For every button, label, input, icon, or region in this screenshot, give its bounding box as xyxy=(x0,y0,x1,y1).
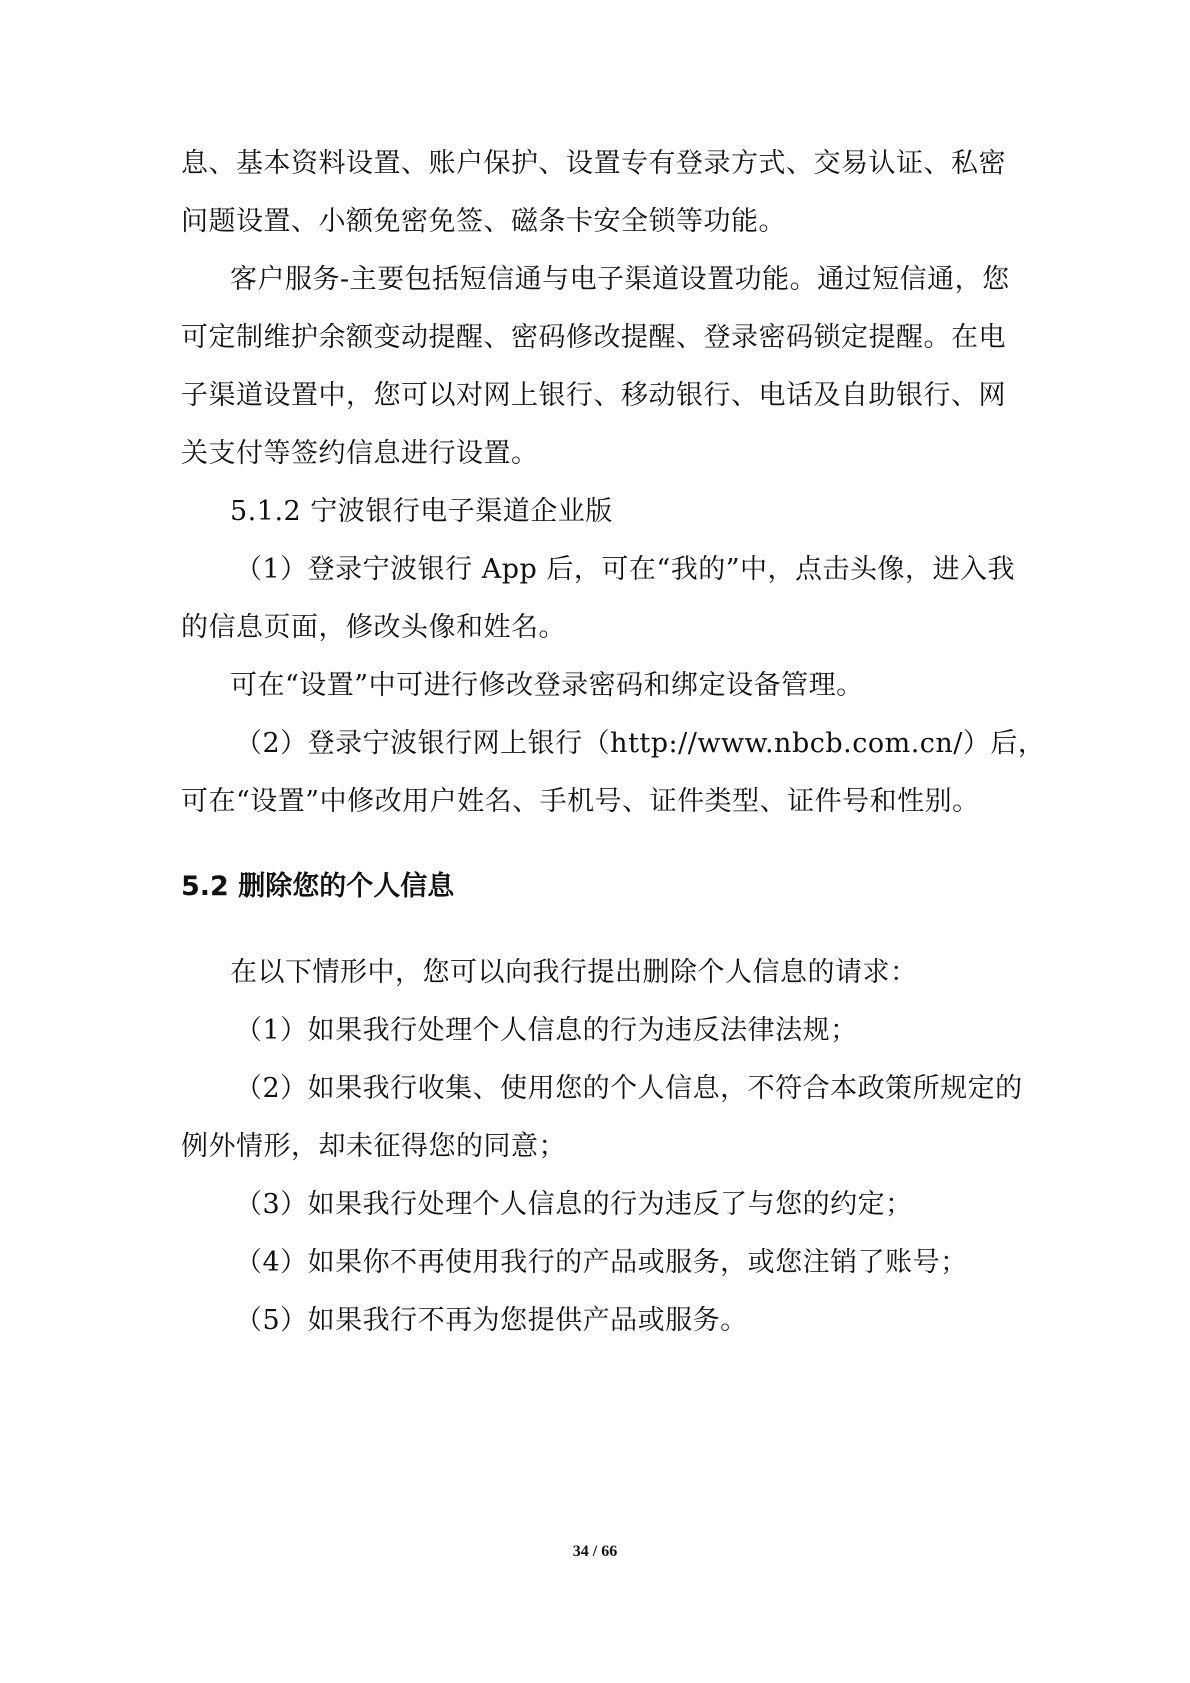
list-item: （2）登录宁波银行网上银行（http://www.nbcb.com.cn/）后， xyxy=(235,728,1046,759)
list-item: （1）登录宁波银行 App 后，可在“我的”中，点击头像，进入我 xyxy=(235,554,1016,585)
section-heading: 5.2 删除您的个人信息 xyxy=(181,871,455,902)
list-item: （4）如果你不再使用我行的产品或服务，或您注销了账号； xyxy=(235,1247,968,1278)
list-item-continuation: 可在“设置”中修改用户姓名、手机号、证件类型、证件号和性别。 xyxy=(181,786,980,817)
list-item-continuation: 例外情形，却未征得您的同意； xyxy=(181,1131,566,1162)
paragraph-text: 可在“设置”中可进行修改登录密码和绑定设备管理。 xyxy=(230,670,864,701)
subsection-title: 5.1.2 宁波银行电子渠道企业版 xyxy=(230,496,613,527)
paragraph-text: 问题设置、小额免密免签、磁条卡安全锁等功能。 xyxy=(181,206,786,237)
paragraph-text: 客户服务-主要包括短信通与电子渠道设置功能。通过短信通，您 xyxy=(230,264,1010,295)
list-item: （3）如果我行处理个人信息的行为违反了与您的约定； xyxy=(235,1189,913,1220)
list-item-continuation: 的信息页面，修改头像和姓名。 xyxy=(181,612,566,643)
paragraph-text: 关支付等签约信息进行设置。 xyxy=(181,438,539,469)
paragraph-text: 在以下情形中，您可以向我行提出删除个人信息的请求： xyxy=(230,957,918,988)
page-number: 34 / 66 xyxy=(572,1543,618,1560)
paragraph-text: 可定制维护余额变动提醒、密码修改提醒、登录密码锁定提醒。在电 xyxy=(181,322,1006,353)
list-item: （1）如果我行处理个人信息的行为违反法律法规； xyxy=(235,1015,858,1046)
paragraph-text: 息、基本资料设置、账户保护、设置专有登录方式、交易认证、私密 xyxy=(181,148,1006,179)
list-item: （5）如果我行不再为您提供产品或服务。 xyxy=(235,1305,748,1336)
list-item: （2）如果我行收集、使用您的个人信息，不符合本政策所规定的 xyxy=(235,1073,1023,1104)
paragraph-text: 子渠道设置中，您可以对网上银行、移动银行、电话及自助银行、网 xyxy=(181,380,1006,411)
